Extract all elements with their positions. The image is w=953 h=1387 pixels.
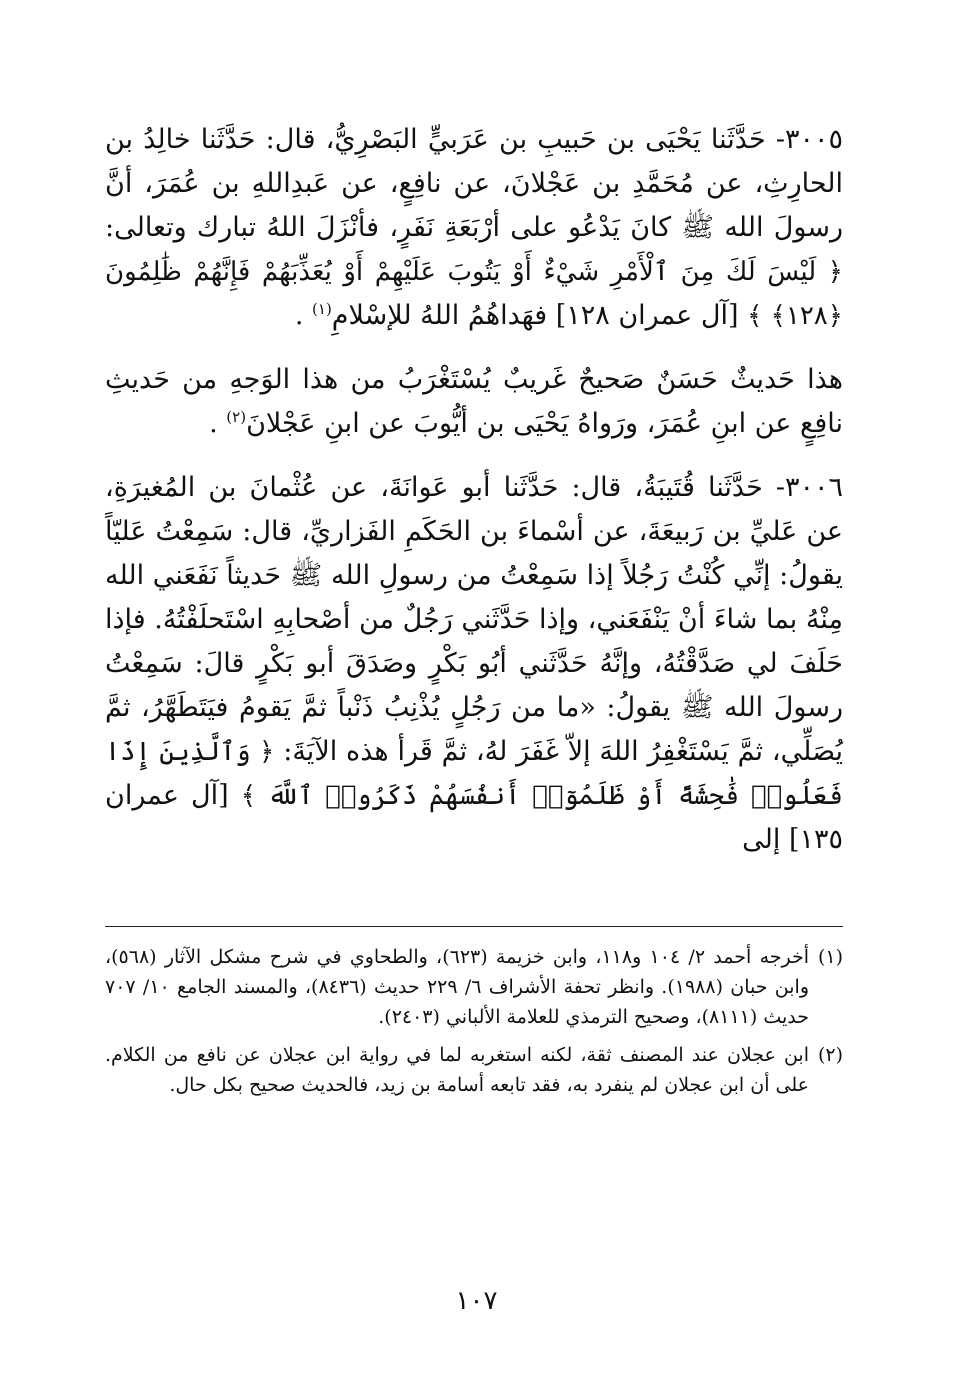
hadith-text-continued: [آل عمران ١٢٨] فهَداهُمُ اللهُ للإسْلامِ xyxy=(331,300,748,331)
quran-verse: ﴿ وَٱلَّذِينَ إِذَا فَعَلُوا۟ فَٰحِشَةً أَوْ ظَلَمُوٓا۟ أَنفُسَهُمْ ذَكَرُوا۟ ٱللَّهَ ﴾ xyxy=(105,737,844,811)
hadith-3006 xyxy=(105,466,843,862)
footnote-number: (٢) xyxy=(817,1044,843,1066)
commentary-end: . xyxy=(209,408,227,439)
page-number: ١٠٧ xyxy=(455,1286,498,1316)
hadith-number: ٣٠٠٥- xyxy=(775,124,843,155)
footnote-text: ابن عجلان عند المصنف ثقة، لكنه استغربه لما في رواية ابن عجلان عن نافع من الكلام. على أن ابن عجلان لم ينفرد به، فقد تابعه أسامة بن زيد، فالحديث صحيح بكل حال. xyxy=(105,1044,809,1096)
commentary-text: هذا حَديثٌ حَسَنٌ صَحيحٌ غَريبٌ يُسْتَغْرَبُ من هذا الوَجهِ من حَديثِ نافِعٍ عن ابنِ عُمَرَ، ورَواهُ يَحْيَى بن أيُّوبَ عن ابنِ عَجْلانَ xyxy=(105,364,843,439)
footnote-text: أخرجه أحمد ٢/ ١٠٤ و١١٨، وابن خزيمة (٦٢٣)، والطحاوي في شرح مشكل الآثار (٥٦٨)، وابن حبان (١٩٨٨). وانظر تحفة الأشراف ٦/ ٢٢٩ حديث (٨٤٣٦)، والمسند الجامع ١٠/ ٧٠٧ حديث (٨١١١)، وصحيح الترمذي للعلامة الألباني (٢٤٠٣). xyxy=(105,946,810,1028)
hadith-commentary xyxy=(105,358,843,446)
hadith-text-continued: [آل عمران ١٣٥] إلى xyxy=(105,780,843,855)
footnote-reference: (٢) xyxy=(226,408,247,426)
footnote-separator xyxy=(105,926,843,927)
quran-verse: ﴿ لَيْسَ لَكَ مِنَ ٱلْأَمْرِ شَيْءٌ أَوْ يَتُوبَ عَلَيْهِمْ أَوْ يُعَذِّبَهُمْ فَإِنَّهُمْ ظَٰلِمُونَ ﴿١٢٨﴾ ﴾ xyxy=(105,257,843,331)
footnote-reference: (١) xyxy=(312,300,332,318)
hadith-text: حَدَّثَنا يَحْيَى بن حَبيبِ بن عَرَبيٍّ البَصْرِيُّ، قال: حَدَّثَنا خالِدُ بن الحارِثِ، عن مُحَمَّدِ بن عَجْلانَ، عن نافِعٍ، عن عَبدِاللهِ بن عُمَرَ، أنَّ رسولَ الله ﷺ كانَ يَدْعُو على أرْبَعَةِ نَفَرٍ، فأنْزَلَ اللهُ تبارك وتعالى: xyxy=(105,124,843,243)
hadith-text: حَدَّثَنا قُتَيبَةُ، قال: حَدَّثَنا أبو عَوانَةَ، عن عُثْمانَ بن المُغيرَةِ، عن عَليِّ بن رَبيعَةَ، عن أسْماءَ بن الحَكَمِ الفَزاريِّ، قال: سَمِعْتُ عَليّاً يقولُ: إنِّي كُنْتُ رَجُلاً إذا سَمِعْتُ من رسولِ الله ﷺ حَديثاً نَفَعَني الله مِنْهُ بما شاءَ أنْ يَنْفَعَني، وإذا حَدَّثَني رَجُلٌ من أصْحابِهِ اسْتَحلَفْتُهُ. فإذا حَلَفَ لي صَدَّقْتُهُ، وإنَّهُ حَدَّثَني أبُو بَكْرٍ وصَدَقَ أبو بَكْرٍ قالَ: سَمِعْتُ رسولَ الله ﷺ يقولُ: «ما من رَجُلٍ يُذْنِبُ ذَنْباً ثمَّ يَقومُ فيَتَطَهَّرُ، ثمَّ يُصَلِّي، ثمَّ يَسْتَغْفِرُ اللهَ إلاّ غَفَرَ لهُ، ثمَّ قَرأ هذه الآيَةَ: xyxy=(105,472,843,767)
hadith-3005 xyxy=(105,118,843,338)
footnote-number: (١) xyxy=(817,946,843,968)
hadith-number: ٣٠٠٦- xyxy=(775,472,843,503)
main-text xyxy=(105,118,843,862)
footnotes xyxy=(105,942,843,1108)
footnote-1 xyxy=(105,942,843,1032)
hadith-text-end: . xyxy=(294,300,313,331)
footnote-2 xyxy=(105,1040,843,1100)
